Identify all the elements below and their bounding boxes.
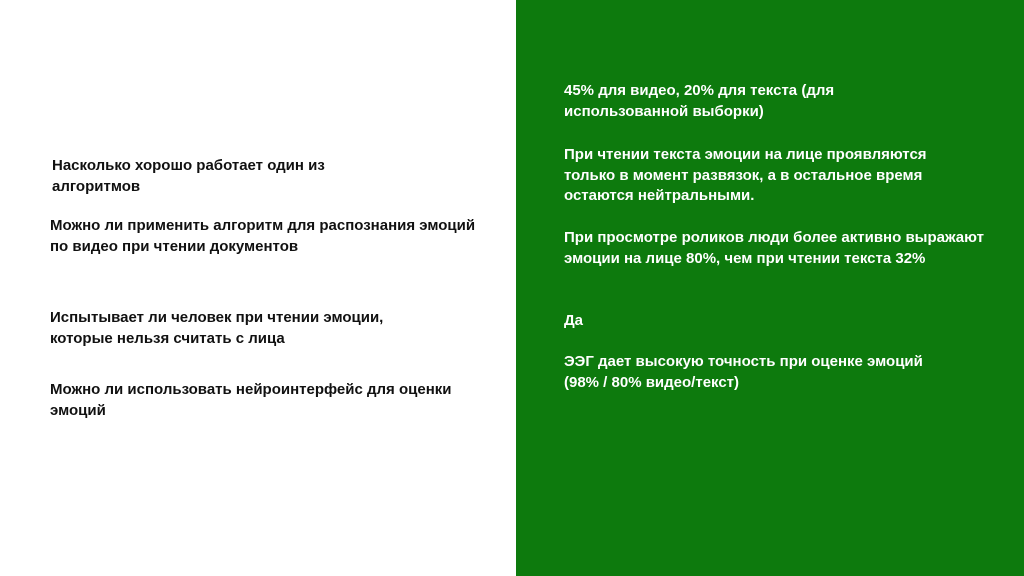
answer-4: Да	[564, 312, 584, 329]
question-1: Насколько хорошо работает один из алгоритмов	[52, 157, 325, 195]
question-3: Испытывает ли человек при чтении эмоции, которые нельзя считать с лица	[50, 309, 384, 347]
question-4: Можно ли использовать нейроинтерфейс для оценки эмоций	[50, 381, 452, 419]
answer-1: 45% для видео, 20% для текста (для использованной выборки)	[564, 82, 835, 120]
answers-panel	[516, 0, 1024, 576]
answer-3: При просмотре роликов люди более активно выражают эмоции на лице 80%, чем при чтении текста 32%	[564, 229, 984, 267]
answer-5: ЭЭГ дает высокую точность при оценке эмоций (98% / 80% видео/текст)	[564, 353, 923, 391]
answer-2: При чтении текста эмоции на лице проявляются только в момент развязок, а в остальное время остаются нейтральными.	[564, 146, 927, 204]
question-2: Можно ли применить алгоритм для распознания эмоций по видео при чтении документов	[50, 217, 476, 255]
